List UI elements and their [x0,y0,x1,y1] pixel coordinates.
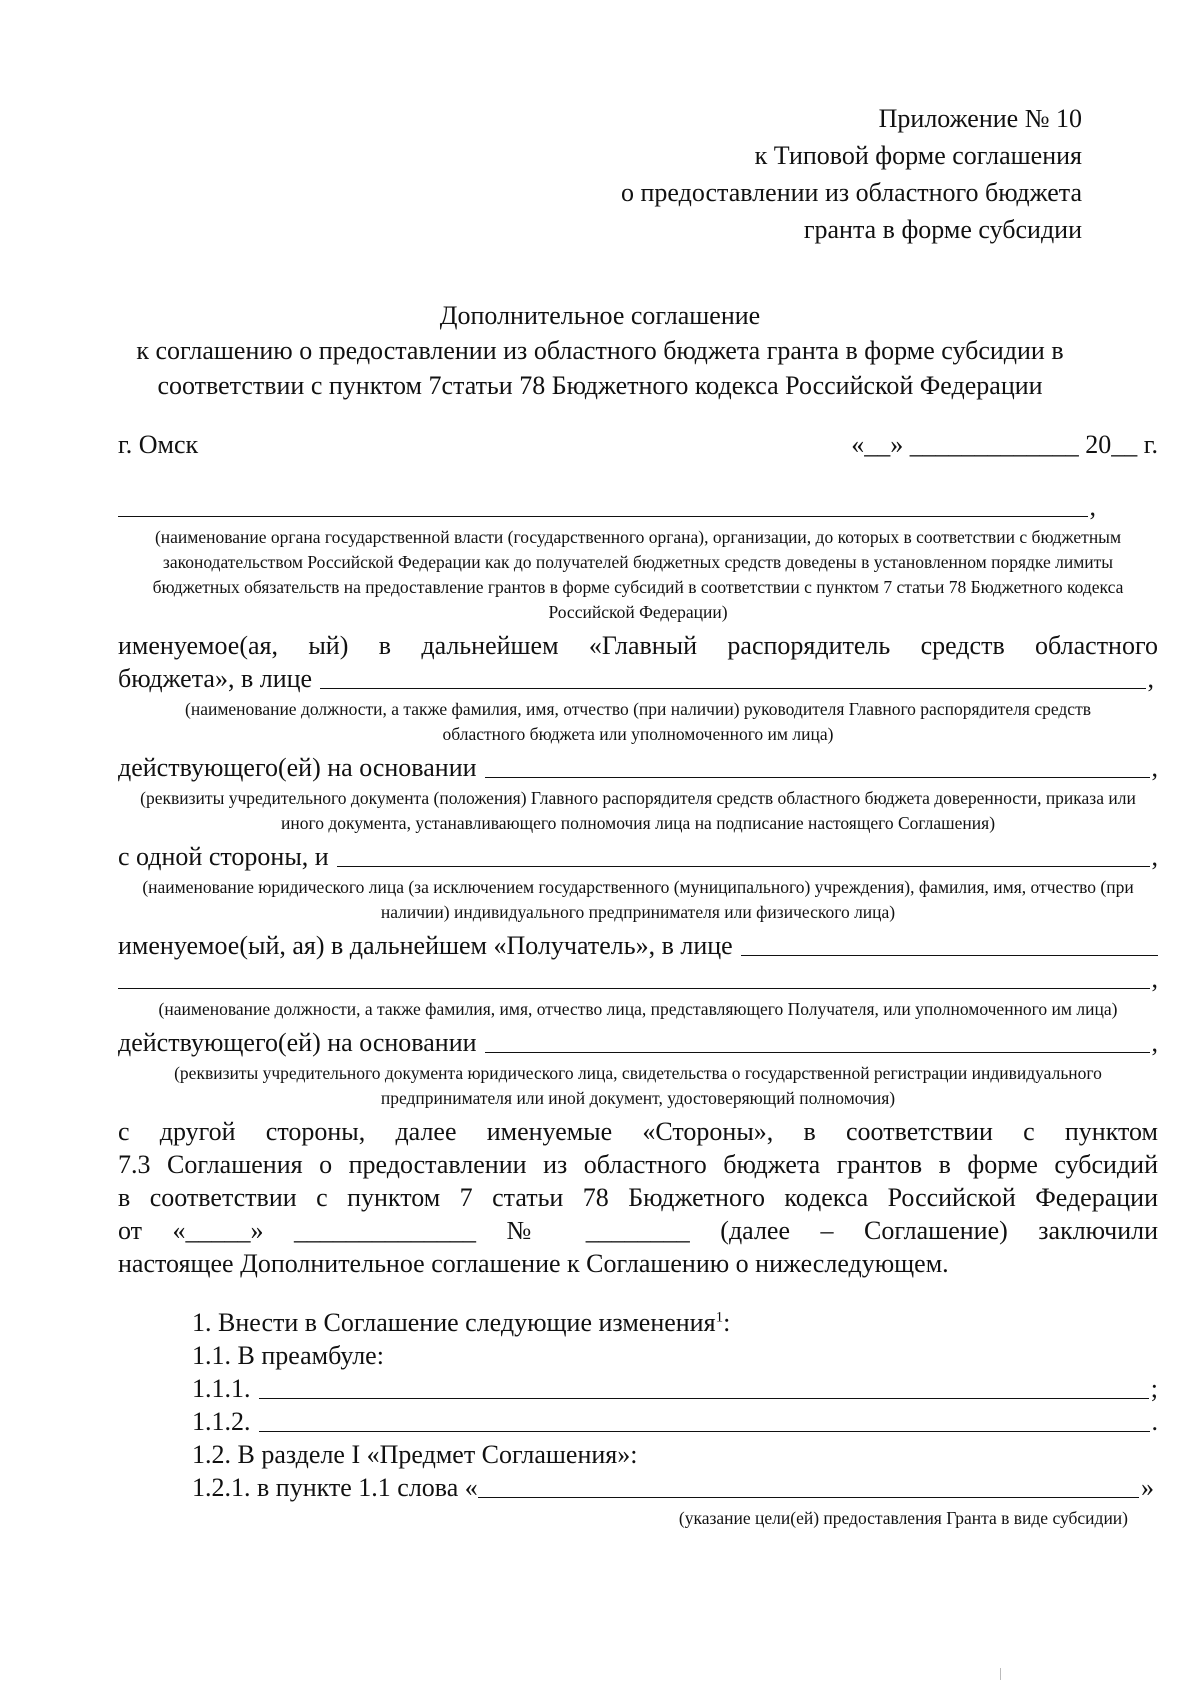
item-1-1-2 [118,1405,1158,1438]
date-field: «__» _____________ 20__ г. [851,430,1158,459]
city: г. Омск [118,430,199,459]
other-side-line-5: настоящее Дополнительное соглашение к Соглашению о нижеследующем. [118,1249,949,1278]
position-blank [320,662,1145,689]
comma: , [1151,964,1158,993]
item-1-1-2-label: 1.1.2. [192,1407,251,1436]
document-title [90,298,1110,403]
period: . [1151,1407,1158,1436]
budget-face-line [118,662,1158,695]
annex-line-4: гранта в форме субсидии [803,215,1082,244]
annex-line-3: о предоставлении из областного бюджета [621,178,1082,207]
acting-line-1 [118,751,1158,784]
note-position: (наименование должности, а также фамилия, имя, отчество (при наличии) руководителя Главного распорядителя средств областного бюджета или уполномоченного им лица) [185,699,1091,744]
one-side-line [118,840,1158,873]
note-purpose: (указание цели(ей) предоставления Гранта в виде субсидии) [678,1508,1128,1528]
close-quote: » [1141,1473,1154,1502]
organ-name-blank [118,490,1088,517]
note-requisites-1: (реквизиты учредительного документа (положения) Главного распорядителя средств областного бюджета доверенности, приказа или иного документа, устанавливающего полномочия лица на подписание настоящего Соглашения) [140,788,1136,833]
one-side-label: с одной стороны, и [118,842,329,871]
spacer [118,1280,1158,1306]
item-1-1-1-label: 1.1.1. [192,1374,251,1403]
comma: , [1151,842,1158,871]
other-side-line-4: от «_____» ______________ № ________ (далее – Соглашение) заключили [118,1216,1158,1245]
comma: , [1089,492,1096,521]
acting-blank-2 [485,1026,1150,1053]
item-1-1-2-blank [259,1405,1150,1432]
item-1-1-1 [118,1372,1158,1405]
comma: , [1151,1028,1158,1057]
semicolon: ; [1150,1374,1158,1403]
party-blank [337,840,1150,867]
title-line-2: к соглашению о предоставлении из областного бюджета гранта в форме субсидии в [136,336,1064,365]
comma: , [1147,664,1154,693]
item-1-2: 1.2. В разделе I «Предмет Соглашения»: [192,1440,638,1469]
annex-line-2: к Типовой форме соглашения [754,141,1082,170]
named-recipient-label: именуемое(ый, ая) в дальнейшем «Получатель», в лице [118,931,733,960]
item-1-2-1-blank [478,1471,1139,1498]
item-1-1-1-blank [259,1372,1149,1399]
footnote-marker: 1 [715,1309,724,1326]
item-1-2-1-label: 1.2.1. в пункте 1.1 слова « [192,1473,478,1502]
note-requisites-2: (реквизиты учредительного документа юридического лица, свидетельства о государственной регистрации индивидуального предпринимателя или иной документ, удостоверяющий полномочия) [174,1063,1102,1108]
note-recipient-position: (наименование должности, а также фамилия, имя, отчество лица, представляющего Получателя, или уполномоченного им лица) [158,999,1118,1019]
note-organ: (наименование органа государственной власти (государственного органа), организации, до которых в соответствии с бюджетным законодательством Российской Федерации как до получателей бюджетных средств доведены в установленном порядке лимиты бюджетных обязательств на предоставление грантов в форме субсидий в соответствии с пунктом 7 статьи 78 Бюджетного кодекса Российской Федерации) [152,527,1124,622]
named-main-line: именуемое(ая, ый) в дальнейшем «Главный распорядитель средств областного [118,631,1158,660]
item-1-1: 1.1. В преамбуле: [192,1341,384,1370]
scan-mark [1000,1668,1007,1680]
named-recipient-line [118,929,1158,962]
item-1-2-1 [118,1471,1158,1504]
comma: , [1151,753,1158,782]
acting-label-2: действующего(ей) на основании [118,1028,477,1057]
note-legal: (наименование юридического лица (за исключением государственного (муниципального) учреждения), фамилия, имя, отчество (при наличии) индивидуального предпринимателя или физического лица) [142,877,1134,922]
item-1-colon: : [723,1308,731,1337]
title-line-3: соответствии с пунктом 7статьи 78 Бюджетного кодекса Российской Федерации [157,371,1043,400]
agreement-body [118,490,1158,1535]
organ-name-line [118,490,1158,523]
other-side-line-3: в соответствии с пунктом 7 статьи 78 Бюджетного кодекса Российской Федерации [118,1183,1158,1212]
annex-header [621,100,1082,248]
recipient-face-blank-2 [118,962,1150,989]
title-line-1: Дополнительное соглашение [439,301,761,330]
other-side-line-2: 7.3 Соглашения о предоставлении из областного бюджета грантов в форме субсидий [118,1150,1158,1179]
acting-line-2 [118,1026,1158,1059]
item-1-text: 1. Внести в Соглашение следующие изменения [192,1308,716,1337]
recipient-face-continuation [118,962,1158,995]
item-1 [118,1306,1158,1339]
other-side-line-1: с другой стороны, далее именуемые «Стороны», в соответствии с пунктом [118,1117,1158,1146]
acting-blank-1 [485,751,1150,778]
budget-face-label: бюджета», в лице [118,664,313,693]
acting-label-1: действующего(ей) на основании [118,753,477,782]
annex-line-1: Приложение № 10 [878,104,1082,133]
recipient-face-blank [741,929,1158,956]
